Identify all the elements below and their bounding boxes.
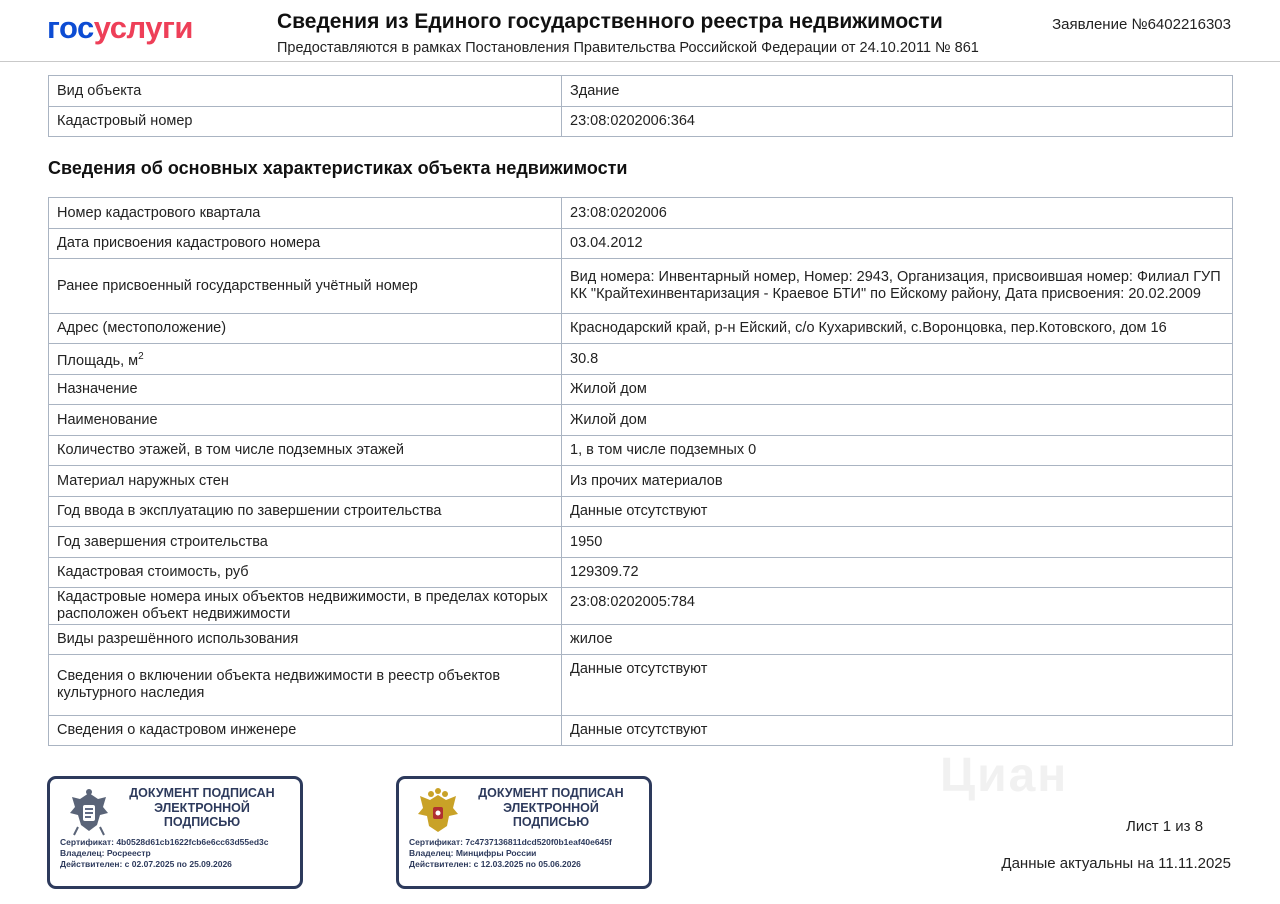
- area-unit-superscript: 2: [138, 351, 144, 363]
- row-value: Жилой дом: [562, 375, 1233, 405]
- application-number: Заявление №6402216303: [1052, 16, 1231, 33]
- stamp-owner: Владелец: Минцифры России: [409, 848, 537, 858]
- logo-part-uslugi: услуги: [93, 10, 193, 45]
- stamp-info: [409, 837, 612, 870]
- table-row: [49, 375, 1233, 405]
- row-label: Адрес (местоположение): [49, 314, 562, 344]
- watermark: Циан: [940, 749, 1069, 802]
- row-label: Год завершения строительства: [49, 527, 562, 558]
- row-label: [49, 344, 562, 375]
- stamp-title: [116, 786, 288, 830]
- row-value: Данные отсутствуют: [562, 716, 1233, 746]
- table-row: [49, 558, 1233, 588]
- table-row: [49, 655, 1233, 716]
- stamp-title-line: ДОКУМЕНТ ПОДПИСАН: [478, 786, 624, 800]
- row-label: Виды разрешённого использования: [49, 625, 562, 655]
- row-value: 03.04.2012: [562, 229, 1233, 259]
- stamp-title-line: ПОДПИСЬЮ: [163, 815, 241, 829]
- row-label: Дата присвоения кадастрового номера: [49, 229, 562, 259]
- signature-stamp-rosreestr: [47, 776, 303, 889]
- table-row: [49, 229, 1233, 259]
- stamp-title-line: ПОДПИСЬЮ: [512, 815, 590, 829]
- row-label: Вид объекта: [49, 76, 562, 107]
- row-label: Материал наружных стен: [49, 466, 562, 497]
- row-label: Номер кадастрового квартала: [49, 198, 562, 229]
- coat-of-arms-icon: [415, 787, 461, 837]
- section-title: Сведения об основных характеристиках объекта недвижимости: [48, 158, 628, 178]
- object-table: [48, 75, 1233, 137]
- row-label: Год ввода в эксплуатацию по завершении строительства: [49, 497, 562, 527]
- stamp-certificate: Сертификат: 4b0528d61cb1622fcb6e6cc63d55ed3c: [60, 837, 269, 847]
- row-label: Количество этажей, в том числе подземных этажей: [49, 436, 562, 466]
- table-row: [49, 259, 1233, 314]
- row-value: Данные отсутствуют: [562, 497, 1233, 527]
- row-value: Краснодарский край, р-н Ейский, с/о Кухаривский, с.Воронцовка, пер.Котовского, дом 16: [562, 314, 1233, 344]
- stamp-title-line: ДОКУМЕНТ ПОДПИСАН: [129, 786, 275, 800]
- data-actual-date: Данные актуальны на 11.11.2025: [1001, 855, 1231, 872]
- row-value: 30.8: [562, 344, 1233, 375]
- row-label: Сведения о кадастровом инженере: [49, 716, 562, 746]
- document-subtitle: Предоставляются в рамках Постановления Правительства Российской Федерации от 24.10.2011 № 861: [277, 40, 979, 56]
- area-label-text: Площадь, м: [57, 352, 139, 369]
- stamp-certificate: Сертификат: 7c4737136811dcd520f0b1eaf40e645f: [409, 837, 612, 847]
- stamp-owner: Владелец: Росреестр: [60, 848, 151, 858]
- row-label: Кадастровая стоимость, руб: [49, 558, 562, 588]
- table-row: [49, 466, 1233, 497]
- row-value: Жилой дом: [562, 405, 1233, 436]
- stamp-title-line: ЭЛЕКТРОННОЙ: [503, 800, 599, 815]
- table-row: [49, 76, 1233, 107]
- row-value: 1950: [562, 527, 1233, 558]
- gosuslugi-logo[interactable]: [47, 10, 193, 46]
- stamp-validity: Действителен: с 02.07.2025 по 25.09.2026: [60, 859, 232, 869]
- logo-part-gos: гос: [47, 10, 94, 45]
- row-value: 129309.72: [562, 558, 1233, 588]
- stamp-info: [60, 837, 269, 870]
- row-label: Кадастровый номер: [49, 107, 562, 137]
- table-row: [49, 588, 1233, 625]
- page-number: Лист 1 из 8: [1126, 818, 1204, 835]
- characteristics-table: [48, 197, 1233, 746]
- row-value: Данные отсутствуют: [562, 655, 1233, 716]
- row-label: Наименование: [49, 405, 562, 436]
- table-row: [49, 314, 1233, 344]
- stamp-title-line: ЭЛЕКТРОННОЙ: [154, 800, 250, 815]
- table-row: [49, 405, 1233, 436]
- row-label: Сведения о включении объекта недвижимости в реестр объектов культурного наследия: [49, 655, 562, 716]
- row-value: жилое: [562, 625, 1233, 655]
- row-value: 23:08:0202005:784: [562, 588, 1233, 625]
- table-row: [49, 497, 1233, 527]
- stamp-title: [465, 786, 637, 830]
- signature-stamp-mintsifry: [396, 776, 652, 889]
- document-title: Сведения из Единого государственного реестра недвижимости: [277, 10, 943, 33]
- table-row: [49, 436, 1233, 466]
- row-label: Ранее присвоенный государственный учётный номер: [49, 259, 562, 314]
- table-row: [49, 344, 1233, 375]
- table-row: [49, 107, 1233, 137]
- row-value: Из прочих материалов: [562, 466, 1233, 497]
- row-label: Назначение: [49, 375, 562, 405]
- table-row: [49, 716, 1233, 746]
- row-value: 23:08:0202006: [562, 198, 1233, 229]
- table-row: [49, 625, 1233, 655]
- row-label: Кадастровые номера иных объектов недвижимости, в пределах которых расположен объект недвижимости: [49, 588, 562, 625]
- row-value: Здание: [562, 76, 1233, 107]
- table-row: [49, 527, 1233, 558]
- stamp-validity: Действителен: с 12.03.2025 по 05.06.2026: [409, 859, 581, 869]
- row-value: Вид номера: Инвентарный номер, Номер: 2943, Организация, присвоившая номер: Филиал ГУП КК "Крайтехинвентаризация - Краевое БТИ" по Ейскому району, Дата присвоения: 20.02.2009: [562, 259, 1233, 314]
- row-value: 1, в том числе подземных 0: [562, 436, 1233, 466]
- row-value: 23:08:0202006:364: [562, 107, 1233, 137]
- table-row: [49, 198, 1233, 229]
- rosreestr-emblem-icon: [66, 787, 112, 837]
- document-header: [0, 0, 1280, 62]
